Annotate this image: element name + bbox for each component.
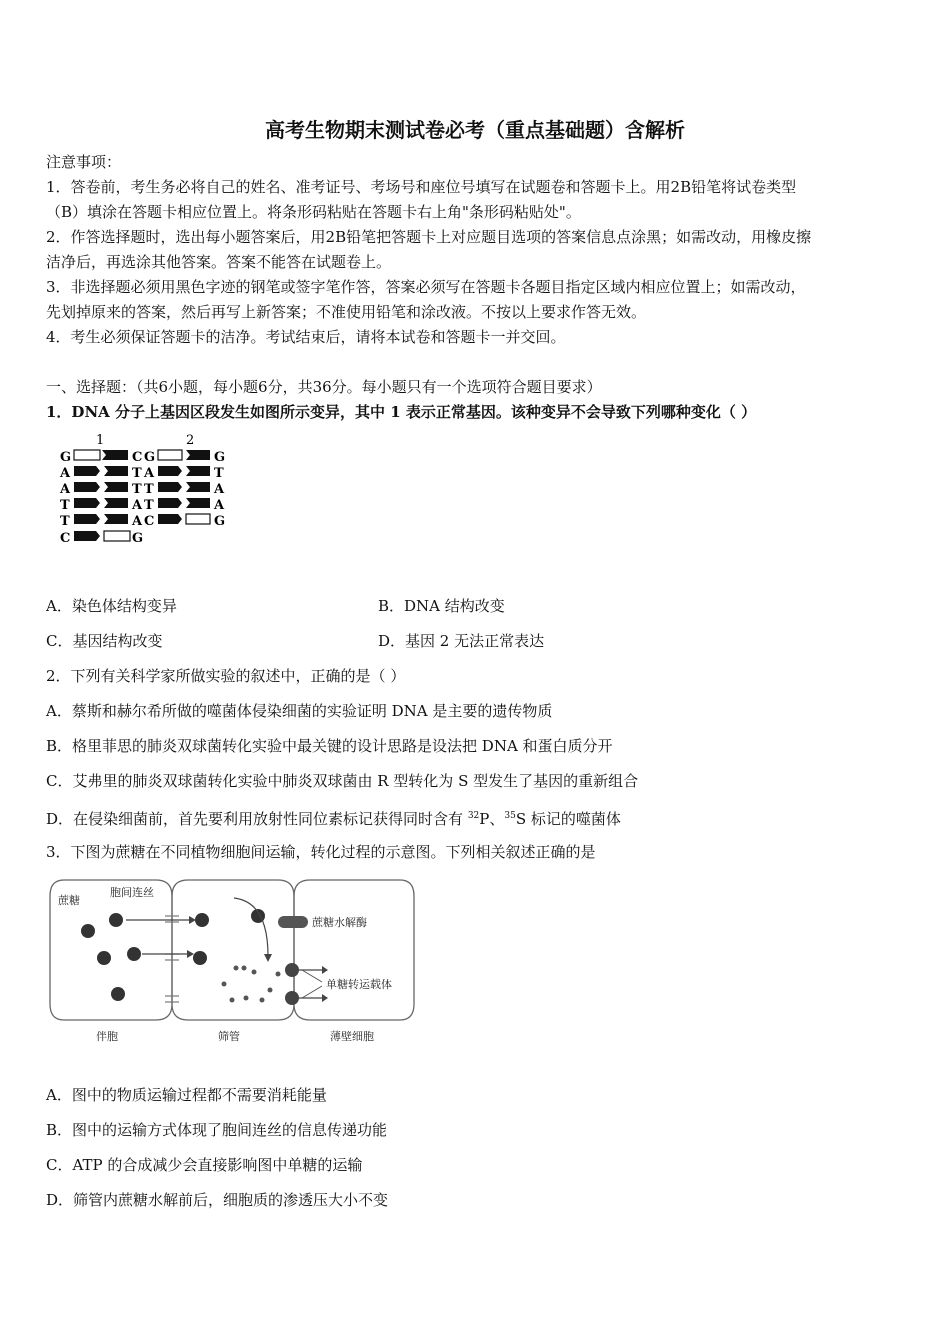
svg-text:T: T <box>144 482 154 497</box>
label-sieve-tube: 筛管 <box>218 1030 240 1043</box>
q1-stem: 1．DNA 分子上基因区段发生如图所示变异，其中 1 表示正常基因。该种变异不会导致下列哪种变化（ ） <box>46 403 757 421</box>
svg-text:T: T <box>60 498 70 513</box>
q1-option-c[interactable]: C．基因结构改变 <box>46 632 163 650</box>
svg-text:A: A <box>214 498 225 513</box>
svg-text:A: A <box>132 498 143 513</box>
notice-line: 1．答卷前，考生务必将自己的姓名、准考证号、考场号和座位号填写在试题卷和答题卡上。用2B铅笔将试卷类型 <box>46 178 797 196</box>
q3-option-a[interactable]: A．图中的物质运输过程都不需要消耗能量 <box>46 1086 327 1104</box>
sucrose-molecules <box>81 909 265 1001</box>
svg-text:A: A <box>60 482 71 497</box>
label-companion-cell: 伴胞 <box>96 1030 118 1043</box>
q1-option-d[interactable]: D．基因 2 无法正常表达 <box>378 632 545 650</box>
q2-option-b[interactable]: B．格里菲思的肺炎双球菌转化实验中最关键的设计思路是设法把 DNA 和蛋白质分开 <box>46 737 613 755</box>
label-plasmodesmata: 胞间连丝 <box>110 886 154 899</box>
svg-text:T: T <box>132 466 142 481</box>
svg-text:G: G <box>144 450 156 465</box>
invertase-enzyme <box>278 916 308 928</box>
q3-stem: 3．下图为蔗糖在不同植物细胞间运输，转化过程的示意图。下列相关叙述正确的是 <box>46 843 596 861</box>
q2-option-c[interactable]: C．艾弗里的肺炎双球菌转化实验中肺炎双球菌由 R 型转化为 S 型发生了基因的重新组合 <box>46 772 639 790</box>
q2-option-a[interactable]: A．蔡斯和赫尔希所做的噬菌体侵染细菌的实验证明 DNA 是主要的遗传物质 <box>46 702 553 720</box>
svg-text:G: G <box>214 514 226 529</box>
svg-text:A: A <box>144 466 155 481</box>
notice-line: 3．非选择题必须用黑色字迹的钢笔或签字笔作答，答案必须写在答题卡各题目指定区域内相应位置上；如需改动， <box>46 278 806 296</box>
q3-option-b[interactable]: B．图中的运输方式体现了胞间连丝的信息传递功能 <box>46 1121 388 1139</box>
svg-text:C: C <box>60 531 71 546</box>
gene-2-strands <box>143 450 225 529</box>
q3-option-d[interactable]: D．筛管内蔗糖水解前后，细胞质的渗透压大小不变 <box>46 1191 389 1209</box>
svg-text:T: T <box>214 466 224 481</box>
svg-text:G: G <box>214 450 226 465</box>
svg-text:C: C <box>132 450 143 465</box>
notice-line: 先划掉原来的答案，然后再写上新答案；不准使用铅笔和涂改液。不按以上要求作答无效。 <box>46 303 647 321</box>
notice-line: 洁净后，再选涂其他答案。答案不能答在试题卷上。 <box>46 253 392 271</box>
svg-text:G: G <box>60 450 72 465</box>
notice-line: 2．作答选择题时，选出每小题答案后，用2B铅笔把答题卡上对应题目选项的答案信息点涂黑；如需改动，用橡皮擦 <box>46 228 812 246</box>
q3-option-c[interactable]: C．ATP 的合成减少会直接影响图中单糖的运输 <box>46 1156 363 1174</box>
q1-option-b[interactable]: B．DNA 结构改变 <box>378 597 505 615</box>
parenchyma-outline <box>294 880 414 1020</box>
svg-text:A: A <box>132 514 143 529</box>
q1-option-a[interactable]: A．染色体结构变异 <box>46 597 177 615</box>
transporter <box>285 991 299 1005</box>
sucrose-transport-figure <box>46 876 418 1048</box>
notice-line: （B）填涂在答题卡相应位置上。将条形码粘贴在答题卡右上角"条形码粘贴处"。 <box>46 203 581 221</box>
dna-mutation-figure <box>56 432 236 557</box>
label-sucrose: 蔗糖 <box>58 894 80 907</box>
svg-text:T: T <box>132 482 142 497</box>
q2-stem: 2．下列有关科学家所做实验的叙述中，正确的是（ ） <box>46 667 406 685</box>
svg-text:T: T <box>60 514 70 529</box>
svg-text:C: C <box>144 514 155 529</box>
page-title: 高考生物期末测试卷必考（重点基础题）含解析 <box>265 118 685 142</box>
transporter <box>285 963 299 977</box>
q2-option-d[interactable]: D．在侵染细菌前，首先要利用放射性同位素标记获得同时含有 $^{32}$P、$^{35}$S 标记的噬菌体 <box>46 810 621 828</box>
label-parenchyma: 薄壁细胞 <box>330 1030 374 1043</box>
notice-line: 4．考生必须保证答题卡的洁净。考试结束后，请将本试卷和答题卡一并交回。 <box>46 328 566 346</box>
label-invertase: 蔗糖水解酶 <box>312 916 367 929</box>
gene-1-label: 1 <box>96 433 105 448</box>
svg-text:G: G <box>132 531 144 546</box>
svg-text:A: A <box>60 466 71 481</box>
svg-text:T: T <box>144 498 154 513</box>
notice-heading: 注意事项： <box>46 153 122 171</box>
section-heading: 一、选择题：（共6小题，每小题6分，共36分。每小题只有一个选项符合题目要求） <box>46 378 602 396</box>
label-transporter: 单糖转运载体 <box>326 978 392 991</box>
gene-1-strands <box>59 450 143 546</box>
gene-2-label: 2 <box>186 433 195 448</box>
svg-text:A: A <box>214 482 225 497</box>
